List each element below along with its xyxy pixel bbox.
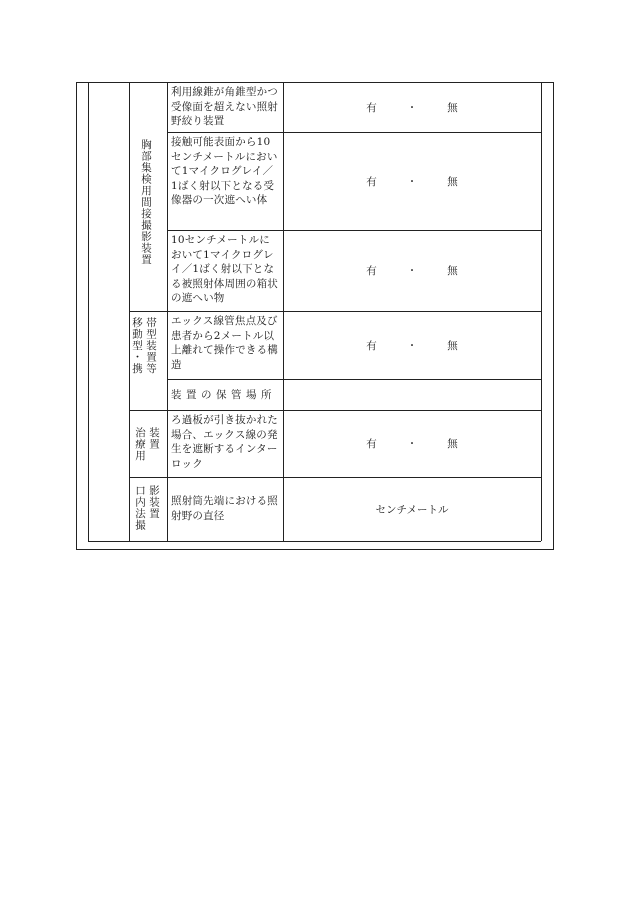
answer-separator: ・ <box>406 438 418 450</box>
answer-cell-3[interactable] <box>283 230 541 311</box>
item-cell-2: 接触可能表面から10センチメートルにおいて1マイクログレイ／1ばく射以下となる受像器の一次遮へい体 <box>171 136 278 207</box>
answer-separator: ・ <box>406 265 418 277</box>
section-label-therapy-col2: 治療用 <box>134 427 146 462</box>
diameter-unit-field[interactable]: センチメートル <box>375 503 449 516</box>
section-label-oral-col1: 影装置 <box>148 485 160 520</box>
item-cell-4: エックス線管焦点及び患者から2メートル以上離れて操作できる構造 <box>171 315 278 371</box>
answer-cell-1[interactable] <box>283 82 541 132</box>
section-label-chest: 胸部集検用間接撮影装置 <box>140 139 152 266</box>
answer-no-option[interactable]: 無 <box>447 175 458 188</box>
answer-cell-6[interactable] <box>283 410 541 477</box>
answer-separator: ・ <box>406 175 418 188</box>
answer-cell-4[interactable] <box>283 311 541 379</box>
answer-no-option[interactable]: 無 <box>447 265 458 277</box>
answer-separator: ・ <box>406 101 418 114</box>
item-cell-5: 装置の保管場所 <box>171 389 276 401</box>
section-label-mobile-col1: 帯型装置等 <box>145 317 157 375</box>
item-cell-1: 利用線錐が角錐型かつ受像面を超えない照射野絞り装置 <box>171 86 278 128</box>
answer-no-option[interactable]: 無 <box>447 101 458 114</box>
answer-cell-2[interactable] <box>283 132 541 230</box>
answer-yes-option[interactable]: 有 <box>366 265 377 277</box>
answer-no-option[interactable]: 無 <box>447 339 458 352</box>
column-divider-outer-right <box>541 82 542 541</box>
answer-cell-7[interactable] <box>283 477 541 541</box>
answer-yes-option[interactable]: 有 <box>366 438 377 450</box>
answer-separator: ・ <box>406 339 418 352</box>
item-cell-7: 照射筒先端における照射野の直径 <box>171 495 278 522</box>
answer-cell-5[interactable] <box>283 379 541 410</box>
answer-yes-option[interactable]: 有 <box>366 175 377 188</box>
section-label-mobile-col2: 移動型・携 <box>131 317 143 375</box>
answer-yes-option[interactable]: 有 <box>366 101 377 114</box>
answer-no-option[interactable]: 無 <box>447 438 458 450</box>
item-cell-6: ろ過板が引き抜かれた場合、エックス線の発生を遮断するインターロック <box>171 414 278 470</box>
column-divider-outer-left <box>88 82 89 541</box>
answer-yes-option[interactable]: 有 <box>366 339 377 352</box>
section-label-therapy-col1: 装置 <box>148 427 160 450</box>
row-divider-bottom <box>88 541 541 542</box>
section-label-oral-col2: 口内法撮 <box>134 485 146 531</box>
item-cell-3: 10センチメートルにおいて1マイクログレイ／1ばく射以下となる被照射体周囲の箱状の遮へい物 <box>171 234 278 305</box>
